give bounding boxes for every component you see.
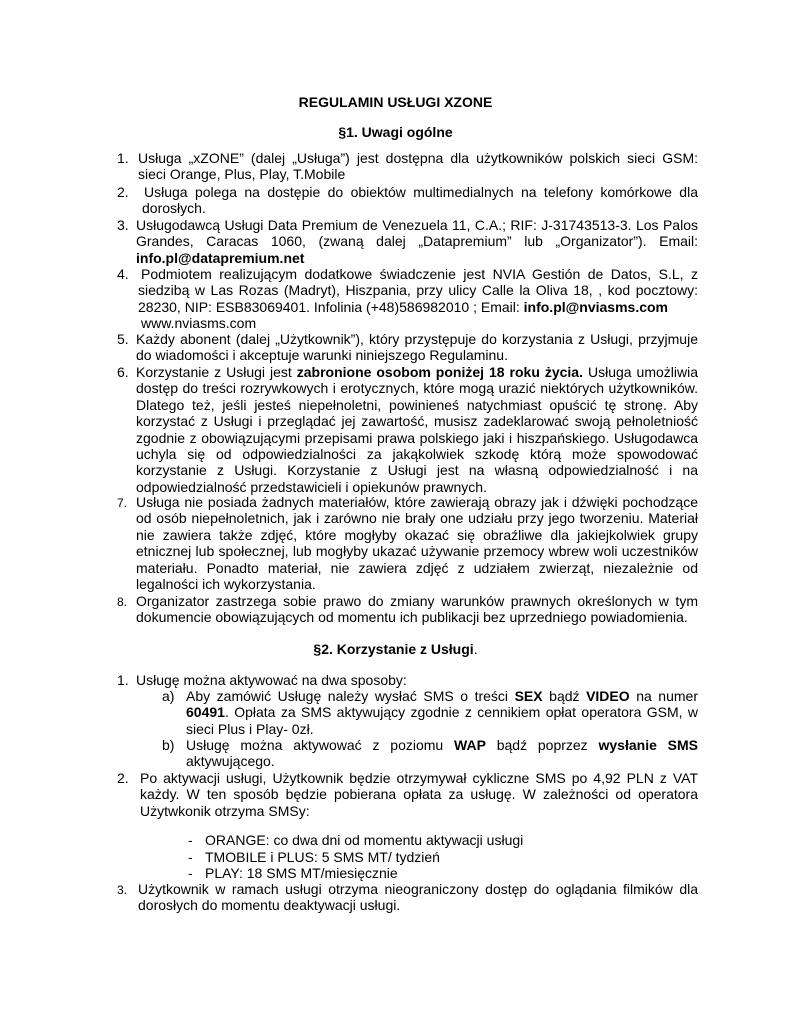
item-number: 4. (117, 266, 129, 282)
list-item: Korzystanie z Usługi jest zabronione osobom poniżej 18 roku życia. Usługa umożliwia dostęp do treści rozrywkowych i erotycznych, które mogą urazić niektórych użytkowników. Dlatego też, jeśli jesteś niepełnoletni, powinieneś natychmiast opuścić tę stronę. Aby korzystać z Usługi i przeglądać jej zawartość, musisz zadeklarować swoją pełnoletniość zgodnie z obowiązującymi przepisami prawa polskiego jaki i hiszpańskiego. Usługodawca uchyla się od odpowiedzialności za jakąkolwiek szkodę którą może spowodować korzystanie z Usługi. Korzystanie z Usługi jest na własną odpowiedzialność i na odpowiedzialność przedstawicieli i opiekunów prawnych. (136, 364, 698, 495)
dash-bullet: - (188, 849, 193, 865)
email-link[interactable]: info.pl@datapremium.net (136, 249, 305, 266)
item-number: 7. (117, 496, 128, 510)
list-item: Usługa nie posiada żadnych materiałów, które zawierają obrazy jak i dźwięki pochodzące od osób niepełnoletnich, jak i zarówno nie brały one udziału przy jego tworzeniu. Materiał nie zawiera także zdjęć, które mogłyby okazać się obraźliwe dla jakiejkolwiek grupy etnicznej lub społecznej, lub mogłyby ukazać używanie przemocy wbrew woli uczestników materiału. Ponadto materiał, nie zawiera zdjęć z udziałem zwierząt, niezależnie od legalności ich wykorzystania. (136, 494, 698, 593)
list-item: Usługa polega na dostępie do obiektów multimedialnych na telefony komórkowe dla dorosłych. (142, 184, 698, 217)
list-item: Podmiotem realizującym dodatkowe świadczenie jest NVIA Gestión de Datos, S.L, z siedzibą w Las Rozas (Madryt), Hiszpania, przy ulicy Calle la Oliva 18, , kod pocztowy: 28230, NIP: ESB83069401. Infolinia (+48)586982010 ; Email: info.pl@nviasms.com www.nviasms.com (138, 266, 698, 332)
section1-heading: §1. Uwagi ogólne (338, 124, 453, 140)
list-item: Usługodawcą Usługi Data Premium de Venezuela 11, C.A.; RIF: J-31743513-3. Los Palos Grandes, Caracas 1060, (zwaną dalej „Datapremium” lub „Organizator”). Email: info.pl@datapremium.net (136, 217, 698, 266)
item-number: 5. (117, 331, 129, 347)
website-link[interactable]: www.nviasms.com (141, 315, 257, 332)
sub-item-label: a) (162, 688, 175, 704)
sub-item-label: b) (162, 737, 175, 753)
item-number: 1. (117, 150, 129, 166)
item-number: 3. (117, 217, 129, 233)
item-number: 1. (117, 672, 129, 688)
item-number: 6. (117, 364, 129, 380)
dash-bullet: - (188, 832, 193, 848)
dash-bullet: - (188, 865, 193, 881)
item-number: 2. (117, 184, 129, 200)
list-item: Każdy abonent (dalej „Użytkownik”), który przystępuje do korzystania z Usługi, przyjmuje do wiadomości i akceptuje warunki niniejszego Regulaminu. (136, 331, 698, 364)
document-title: REGULAMIN USŁUGI XZONE (298, 94, 493, 110)
dash-list-item: ORANGE: co dwa dni od momentu aktywacji usługi (205, 832, 524, 848)
list-item: Użytkownik w ramach usługi otrzyma nieograniczony dostęp do oglądania filmików dla dorosłych do momentu deaktywacji usługi. (138, 881, 698, 914)
list-item: Usługa „xZONE” (dalej „Usługa”) jest dostępna dla użytkowników polskich sieci GSM: sieci Orange, Plus, Play, T.Mobile (138, 150, 698, 183)
dash-list-item: TMOBILE i PLUS: 5 SMS MT/ tydzień (205, 849, 440, 865)
list-item: Po aktywacji usługi, Użytkownik będzie otrzymywał cykliczne SMS po 4,92 PLN z VAT każdy. W ten sposób będzie pobierana opłata za usługę. W zależności od operatora Użytwkonik otrzyma SMSy: (140, 770, 698, 819)
list-item: Usługę można aktywować na dwa sposoby: (136, 672, 407, 688)
list-item: Organizator zastrzega sobie prawo do zmiany warunków prawnych określonych w tym dokumencie obowiązujących od momentu ich publikacji bez uprzedniego powiadomienia. (136, 593, 698, 626)
dash-list-item: PLAY: 18 SMS MT/miesięcznie (205, 865, 398, 881)
sub-list-item: Usługę można aktywować z poziomu WAP bądź poprzez wysłanie SMS aktywującego. (186, 737, 699, 770)
sub-list-item: Aby zamówić Usługę należy wysłać SMS o treści SEX bądź VIDEO na numer 60491. Opłata za SMS aktywujący zgodnie z cennikiem opłat operatora GSM, w sieci Plus i Play- 0zł. (186, 688, 698, 737)
item-number: 2. (117, 770, 129, 786)
section2-heading: §2. Korzystanie z Usługi. (313, 641, 478, 657)
item-number: 8. (117, 595, 128, 609)
item-number: 3. (117, 883, 128, 897)
email-link[interactable]: info.pl@nviasms.com (523, 298, 669, 315)
